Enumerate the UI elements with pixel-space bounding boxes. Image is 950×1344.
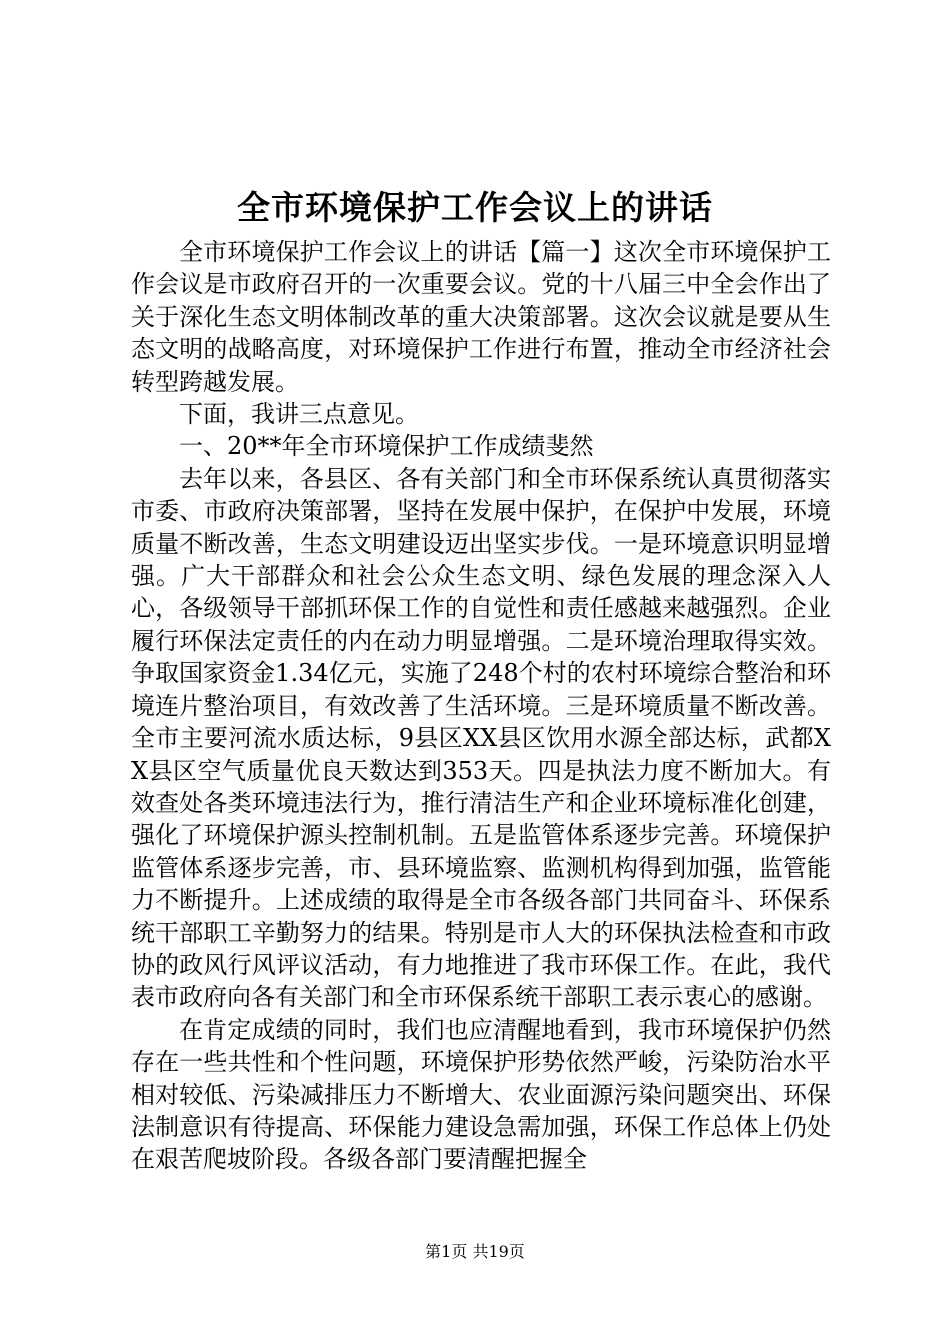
paragraph-problems: 在肯定成绩的同时，我们也应清醒地看到，我市环境保护仍然存在一些共性和个性问题，环境保护形势依然严峻，污染防治水平相对较低、污染减排压力不断增大、农业面源污染问题突出、环保法制意识有待提高、环保能力建设急需加强，环保工作总体上仍处在艰苦爬坡阶段。各级各部门要清醒把握全 [131, 1015, 831, 1174]
paragraph-intro: 全市环境保护工作会议上的讲话【篇一】这次全市环境保护工作会议是市政府召开的一次重要会议。党的十八届三中全会作出了关于深化生态文明体制改革的重大决策部署。这次会议就是要从生态文明的战略高度，对环境保护工作进行布置，推动全市经济社会转型跨越发展。 [131, 238, 831, 396]
page-number-footer: 第1页 共19页 [425, 1242, 525, 1261]
paragraph-achievements: 去年以来，各县区、各有关部门和全市环保系统认真贯彻落实市委、市政府决策部署，坚持在发展中保护，在保护中发展，环境质量不断改善，生态文明建设迈出坚实步伐。一是环境意识明显增强。广大干部群众和社会公众生态文明、绿色发展的理念深入人心，各级领导干部抓环保工作的自觉性和责任感越来越强烈。企业履行环保法定责任的内在动力明显增强。二是环境治理取得实效。争取国家资金1.34亿元，实施了248个村的农村环境综合整治和环境连片整治项目，有效改善了生活环境。三是环境质量不断改善。全市主要河流水质达标，9县区XX县区饮用水源全部达标，武都XX县区空气质量优良天数达到353天。四是执法力度不断加大。有效查处各类环境违法行为，推行清洁生产和企业环境标准化创建，强化了环境保护源头控制机制。五是监管体系逐步完善。环境保护监管体系逐步完善，市、县环境监察、监测机构得到加强，监管能力不断提升。上述成绩的取得是全市各级各部门共同奋斗、环保系统干部职工辛勤努力的结果。特别是市人大的环保执法检查和市政协的政风行风评议活动，有力地推进了我市环保工作。在此，我代表市政府向各有关部门和全市环保系统干部职工表示衷心的感谢。 [131, 464, 831, 1012]
document-body [131, 236, 831, 1176]
paragraph-outline: 下面，我讲三点意见。 [179, 400, 419, 429]
document-title: 全市环境保护工作会议上的讲话 [237, 188, 713, 227]
section-heading: 一、20**年全市环境保护工作成绩斐然 [179, 432, 594, 461]
